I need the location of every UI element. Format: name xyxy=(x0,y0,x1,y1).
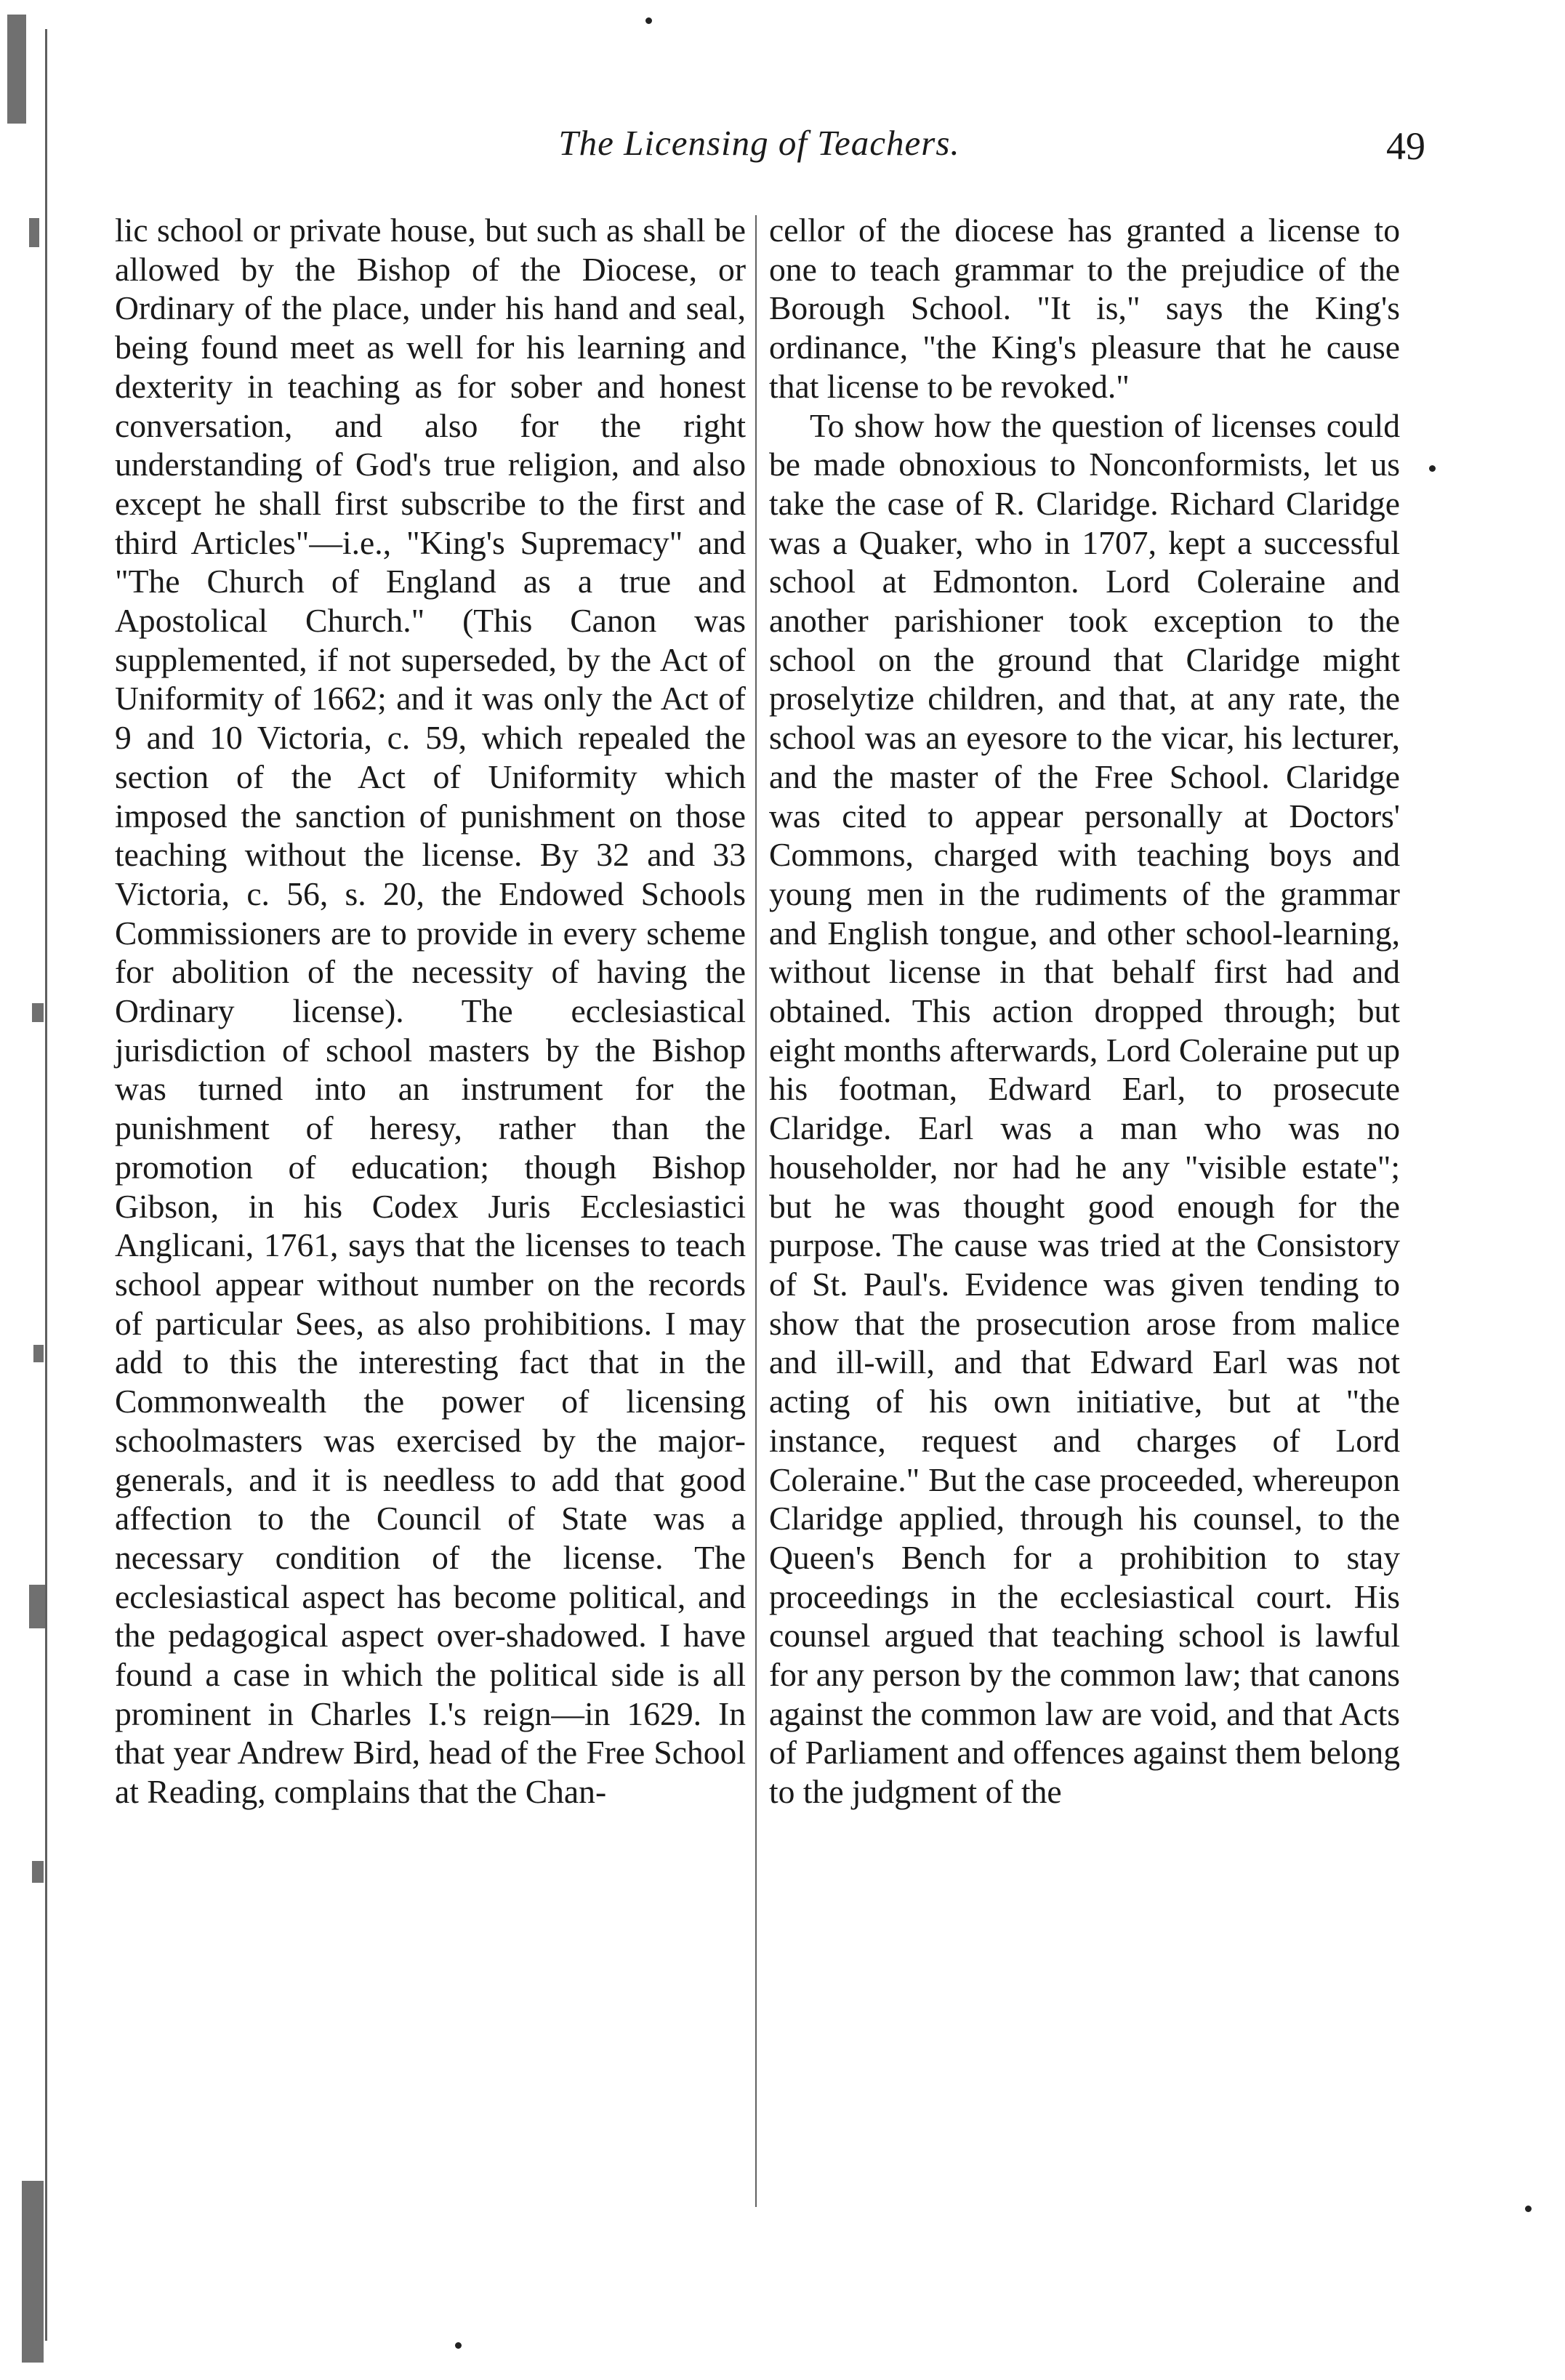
binding-line xyxy=(45,29,47,2341)
binding-mark xyxy=(32,1003,44,1022)
right-paragraph-2: To show how the question of licenses could be made obnoxious to Nonconformists, let us take the case of R. Claridge. Richard Claridge was a Quaker, who in 1707, kept a successful school at Edmonton. Lord Coleraine and another parishioner took exception to the school on the ground that Claridge might proselytize children, and that, at any rate, the school was an eyesore to the vicar, his lecturer, and the master of the Free School. Claridge was cited to appear personally at Doctors' Commons, charged with teaching boys and young men in the rudiments of the grammar and English tongue, and other school-learning, without license in that behalf first had and obtained. This action dropped through; but eight months afterwards, Lord Coleraine put up his footman, Edward Earl, to prosecute Claridge. Earl was a man who was no householder, nor had he any "visible estate"; but he was thought good enough for the purpose. The cause was tried at the Consistory of St. Paul's. Evidence was given tending to show that the prosecution arose from malice and ill-will, and that Edward Earl was not acting of his own initiative, but at "the instance, request and charges of Lord Coleraine." But the case proceeded, whereupon Claridge applied, through his counsel, to the Queen's Bench for a prohibition to stay proceedings in the ecclesiastical court. His counsel argued that teaching school is lawful for any person by the common law; that canons against the common law are void, and that Acts of Parliament and offences against them belong to the judgment of the xyxy=(769,406,1400,1811)
scan-speck xyxy=(1525,2206,1532,2212)
binding-mark xyxy=(7,15,26,124)
binding-mark xyxy=(22,2181,44,2363)
right-column xyxy=(769,211,1400,1812)
binding-mark xyxy=(32,1861,44,1883)
running-title: The Licensing of Teachers. xyxy=(558,123,960,163)
scan-binding-edge xyxy=(0,0,86,2380)
binding-mark xyxy=(29,1585,45,1628)
left-column xyxy=(115,211,746,1812)
scan-speck xyxy=(645,17,652,24)
column-divider xyxy=(755,215,757,2207)
binding-mark xyxy=(29,218,39,247)
running-header xyxy=(93,122,1425,180)
page-number: 49 xyxy=(1386,124,1425,168)
scan-speck xyxy=(1429,465,1436,472)
binding-mark xyxy=(33,1345,44,1362)
left-paragraph-1: lic school or private house, but such as shall be allowed by the Bishop of the Diocese, or Ordinary of the place, under his hand and seal, being found meet as well for his learning and dexterity in teaching as for sober and honest conversation, and also for the right understanding of God's true religion, and also except he shall first subscribe to the first and third Articles"—i.e., "King's Supremacy" and "The Church of England as a true and Apostolical Church." (This Canon was supplemented, if not superseded, by the Act of Uniformity of 1662; and it was only the Act of 9 and 10 Victoria, c. 59, which repealed the section of the Act of Uniformity which imposed the sanction of punishment on those teaching without the license. By 32 and 33 Victoria, c. 56, s. 20, the Endowed Schools Commissioners are to provide in every scheme for abolition of the necessity of having the Ordinary license). The ecclesiastical jurisdiction of school masters by the Bishop was turned into an instrument for the punishment of heresy, rather than the promotion of education; though Bishop Gibson, in his Codex Juris Ecclesiastici Anglicani, 1761, says that the licenses to teach school appear without number on the records of particular Sees, as also prohibitions. I may add to this the interesting fact that in the Commonwealth the power of licensing schoolmasters was exercised by the major-generals, and it is needless to add that good affection to the Council of State was a necessary condition of the license. The ecclesiastical aspect has become political, and the pedagogical aspect over-shadowed. I have found a case in which the political side is all prominent in Charles I.'s reign—in 1629. In that year Andrew Bird, head of the Free School at Reading, complains that the Chan- xyxy=(115,212,746,1811)
right-paragraph-1: cellor of the diocese has granted a license to one to teach grammar to the prejudice of the Borough School. "It is," says the King's ordinance, "the King's pleasure that he cause that license to be revoked." xyxy=(769,212,1400,405)
scan-speck xyxy=(455,2342,462,2349)
